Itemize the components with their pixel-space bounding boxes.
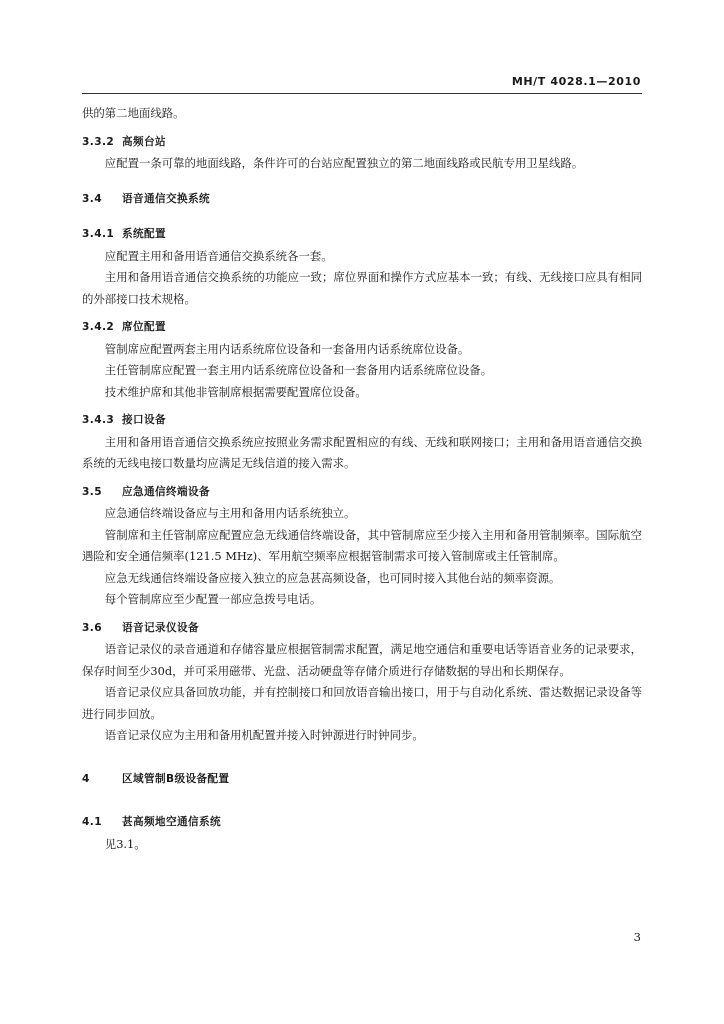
header-rule — [82, 93, 642, 94]
page-number: 3 — [633, 930, 641, 944]
section-title: 应急通信终端设备 — [122, 485, 210, 498]
section-number: 4 — [82, 772, 90, 785]
section-number: 3.4.2 — [82, 321, 115, 333]
paragraph: 语音记录仪应为主用和备用机配置并接入时钟源进行时钟同步。 — [104, 728, 424, 742]
section-spacer — [82, 403, 642, 410]
section-spacer — [82, 175, 642, 189]
section-spacer — [82, 210, 642, 224]
section-heading — [82, 769, 642, 791]
section-title: 区域管制B级设备配置 — [122, 772, 230, 785]
section-number: 3.4 — [82, 192, 102, 205]
section-spacer — [82, 125, 642, 132]
section-title: 语音记录仪设备 — [122, 621, 199, 634]
paragraph: 主任管制席应配置一套主用内话系统席位设备和一套备用内话系统席位设备。 — [104, 363, 493, 377]
section-spacer — [82, 747, 642, 769]
document-number: MH/T 4028.1—2010 — [511, 75, 641, 88]
paragraph: 主用和备用语音通信交换系统的功能应一致；席位界面和操作方式应基本一致；有线、无线接口应具有相同的外部接口技术规格。 — [82, 270, 642, 306]
paragraph: 每个管制席应至少配置一部应急拨号电话。 — [104, 592, 322, 606]
section-title: 语音通信交换系统 — [122, 192, 210, 205]
paragraph: 技术维护席和其他非管制席根据需要配置席位设备。 — [104, 384, 367, 399]
section-title: 系统配置 — [122, 228, 166, 240]
section-spacer — [82, 611, 642, 618]
paragraph: 语音记录仪的录音通道和存储容量应根据管制需求配置，满足地空通信和重要电话等语音业务的记录要求，保存时间至少30d，并可采用磁带、光盘、活动硬盘等存储介质进行存储数据的导出和长期保存。 — [82, 642, 642, 678]
section-heading — [82, 812, 642, 834]
section-number: 3.4.3 — [82, 414, 115, 426]
paragraph: 应急无线通信终端设备应接入独立的应急甚高频设备，也可同时接入其他台站的频率资源。 — [104, 570, 561, 585]
paragraph: 应配置主用和备用语音通信交换系统各一套。 — [104, 248, 333, 263]
paragraph: 管制席应配置两套主用内话系统席位设备和一套备用内话系统席位设备。 — [104, 341, 470, 356]
section-spacer — [82, 790, 642, 812]
section-number: 3.6 — [82, 621, 102, 634]
section-title: 甚高频地空通信系统 — [122, 816, 221, 828]
section-title: 高频台站 — [122, 135, 166, 148]
section-heading — [82, 410, 642, 432]
section-number: 4.1 — [82, 816, 102, 828]
section-title: 接口设备 — [122, 414, 166, 426]
section-heading — [82, 618, 642, 640]
paragraph: 供的第二地面线路。 — [82, 106, 185, 120]
section-heading — [82, 317, 642, 339]
section-number: 3.3.2 — [82, 135, 115, 148]
section-number: 3.5 — [82, 485, 102, 498]
page-content — [82, 103, 642, 855]
section-spacer — [82, 475, 642, 482]
section-heading — [82, 132, 642, 154]
paragraph: 应急通信终端设备应与主用和备用内话系统独立。 — [104, 506, 356, 520]
section-title: 席位配置 — [122, 321, 166, 333]
section-heading — [82, 224, 642, 246]
section-spacer — [82, 310, 642, 317]
paragraph: 管制席和主任管制席应配置应急无线通信终端设备，其中管制席应至少接入主用和备用管制频率。国际航空遇险和安全通信频率(121.5 MHz)、军用航空频率应根据管制需求可接入管制席或主任管制席。 — [82, 527, 642, 563]
section-heading — [82, 482, 642, 504]
section-heading — [82, 189, 642, 211]
section-number: 3.4.1 — [82, 228, 115, 240]
paragraph: 应配置一条可靠的地面线路，条件许可的台站应配置独立的第二地面线路或民航专用卫星线路。 — [104, 156, 584, 170]
paragraph: 语音记录仪应具备回放功能，并有控制接口和回放语音输出接口，用于与自动化系统、雷达数据记录设备等进行同步回放。 — [82, 685, 642, 721]
paragraph: 见3.1。 — [104, 836, 146, 851]
paragraph: 主用和备用语音通信交换系统应按照业务需求配置相应的有线、无线和联网接口；主用和备用语音通信交换系统的无线电接口数量均应满足无线信道的接入需求。 — [82, 434, 642, 470]
